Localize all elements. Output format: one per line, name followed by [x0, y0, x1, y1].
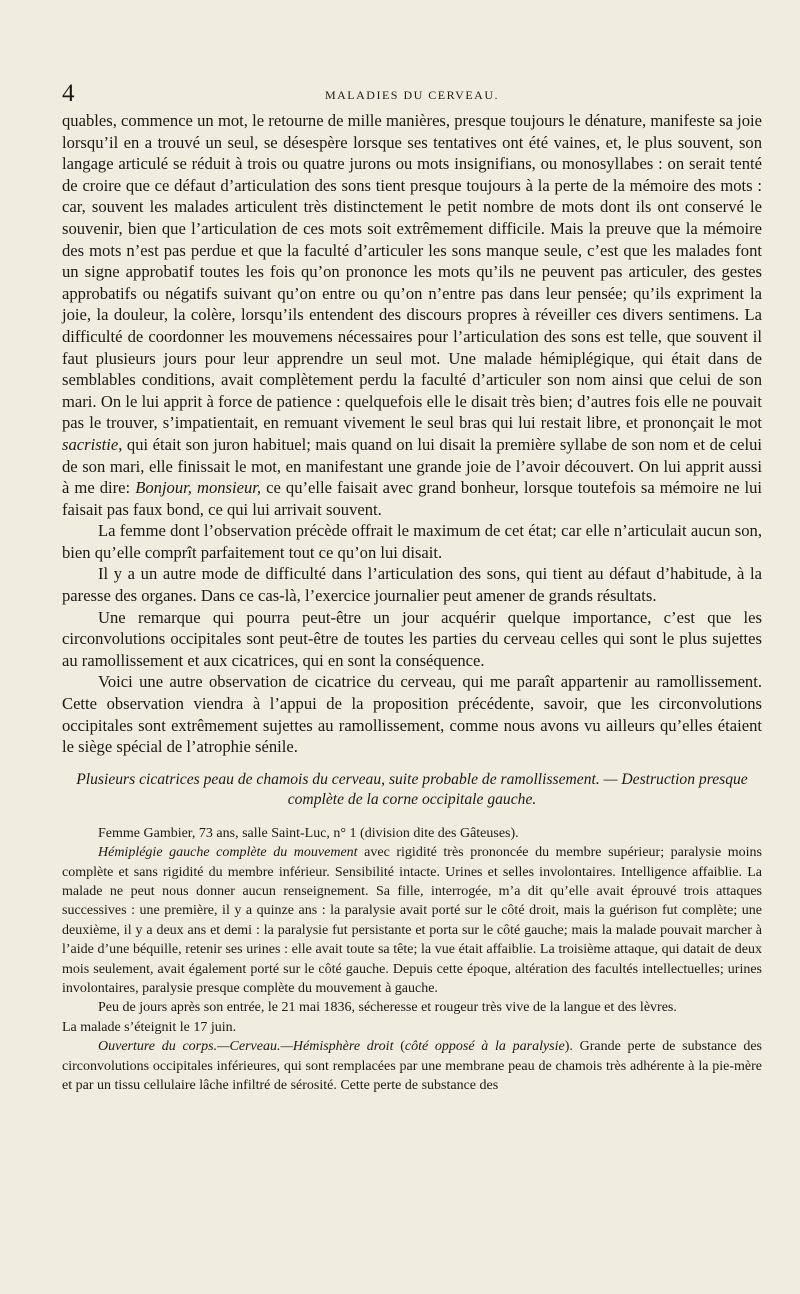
page-number: 4	[62, 80, 75, 107]
case-paragraph: Hémiplégie gauche complète du mouvement avec rigidité très prononcée du membre supérieur; paralysie moins complète et sans rigidité du membre inférieur. Sensibilité intacte. Urines et selles involontaires. Intelligence affaiblie. La malade ne peut nous donner aucun renseignement. Sa fille, interrogée, m’a dit qu’elle avait éprouvé trois attaques successives : une première, il y a quinze ans : la paralysie avait porté sur le côté droit, mais la guérison fut complète; une deuxième, il y a deux ans et demi : la paralysie fut persistante et porta sur le côté gauche; mais la malade pouvait marcher à l’aide d’une béquille, retenir ses urines : elle avait toute sa tête; la vue était affaiblie. La troisième attaque, qui datait de deux mois seulement, avait également porté sur le côté gauche. Depuis cette époque, altération des facultés intellectuelles; urines involontaires, paralysie presque complète du mouvement à gauche.	[62, 845, 763, 997]
caption-line: complète de la corne occipitale gauche.	[287, 790, 537, 808]
running-title: MALADIES DU CERVEAU.	[324, 88, 500, 102]
paragraph: Il y a un autre mode de difficulté dans l’articulation des sons, qui tient au défaut d’habitude, à la paresse des organes. Dans ce cas-là, l’exercice journalier peut amener de grands résultats.	[62, 564, 762, 606]
case-paragraph: Femme Gambier, 73 ans, salle Saint-Luc, n° 1 (division dite des Gâteuses).	[98, 825, 519, 841]
paragraph: quables, commence un mot, le retourne de mille manières, presque toujours le dénature, manifeste sa joie lorsqu’il en a trouvé un seul, se désespère lorsque ses tentatives ont été vaines, et, le plus souvent, son langage articulé se réduit à trois ou quatre jurons ou mots insignifians, ou monosyllabes : on serait tenté de croire que ce défaut d’articulation des sons tient presque toujours à la perte de la mémoire des mots : car, souvent les malades articulent très distinctement le petit nombre de mots dont ils ont conservé le souvenir, bien que l’articulation de ces mots soit extrêmement difficile. Mais la preuve que la mémoire des mots n’est pas perdue et que la faculté d’articuler les sons manque seule, c’est que les malades font un signe approbatif toutes les fois qu’on prononce les mots qu’ils ne peuvent pas articuler, des gestes approbatifs ou négatifs suivant qu’on entre ou qu’on n’entre pas dans leur pensée; qu’ils expriment la joie, la douleur, la colère, lorsqu’ils entendent des discours propres à réveiller ces divers sentimens. La difficulté de coordonner les mouvemens nécessaires pour l’articulation des sons est telle, que souvent il faut plusieurs jours pour leur apprendre un seul mot. Une malade hémiplégique, qui était dans de semblables conditions, avait complètement perdu la faculté d’articuler son nom ainsi que celui de son mari. On le lui apprit à force de patience : quelquefois elle le disait très bien; d’autres fois elle ne pouvait pas le trouver, s’impatientait, en remuant vivement le seul bras qui lui restait libre, et prononçait le mot sacristie, qui était son juron habituel; mais quand on lui disait la première syllabe de son nom et de celui de son mari, elle finissait le mot, en manifestant une grande joie de l’avoir découvert. On lui apprit aussi à me dire: Bonjour, monsieur, ce qu’elle faisait avec grand bonheur, lorsque toutefois sa mémoire ne lui faisait pas faux bond, ce qui lui arrivait souvent.	[62, 111, 763, 519]
case-paragraph: La malade s’éteignit le 17 juin.	[62, 1019, 237, 1035]
paragraph: Voici une autre observation de cicatrice du cerveau, qui me paraît appartenir au ramollissement. Cette observation viendra à l’appui de la proposition précédente, savoir, que les circonvolutions occipitales sont extrêmement sujettes au ramollissement, comme nous avons vu ailleurs qu’elles étaient le siège spécial de l’atrophie sénile.	[62, 672, 762, 757]
page-body	[62, 110, 762, 1096]
case-paragraph: Peu de jours après son entrée, le 21 mai 1836, sécheresse et rougeur très vive de la langue et des lèvres.	[98, 1000, 677, 1016]
paragraph: La femme dont l’observation précède offrait le maximum de cet état; car elle n’articulait aucun son, bien qu’elle comprît parfaitement tout ce qu’on lui disait.	[62, 521, 762, 562]
paragraph: Une remarque qui pourra peut-être un jour acquérir quelque importance, c’est que les circonvolutions occipitales sont peut-être de toutes les parties du cerveau celles qui sont le plus sujettes au ramollissement et aux cicatrices, qui en sont la conséquence.	[62, 607, 762, 670]
caption-line: Plusieurs cicatrices peau de chamois du cerveau, suite probable de ramollissement. — Destruction presque	[76, 770, 748, 788]
section-caption	[62, 770, 762, 810]
case-paragraph: Ouverture du corps.—Cerveau.—Hémisphère droit (côté opposé à la paralysie). Grande perte de substance des circonvolutions occipitales inférieures, qui sont remplacées par une membrane peau de chamois très adhérente à la pie-mère et par un tissu cellulaire lâche infiltré de sérosité. Cette perte de substance des	[62, 1039, 762, 1094]
page-header	[62, 80, 762, 108]
